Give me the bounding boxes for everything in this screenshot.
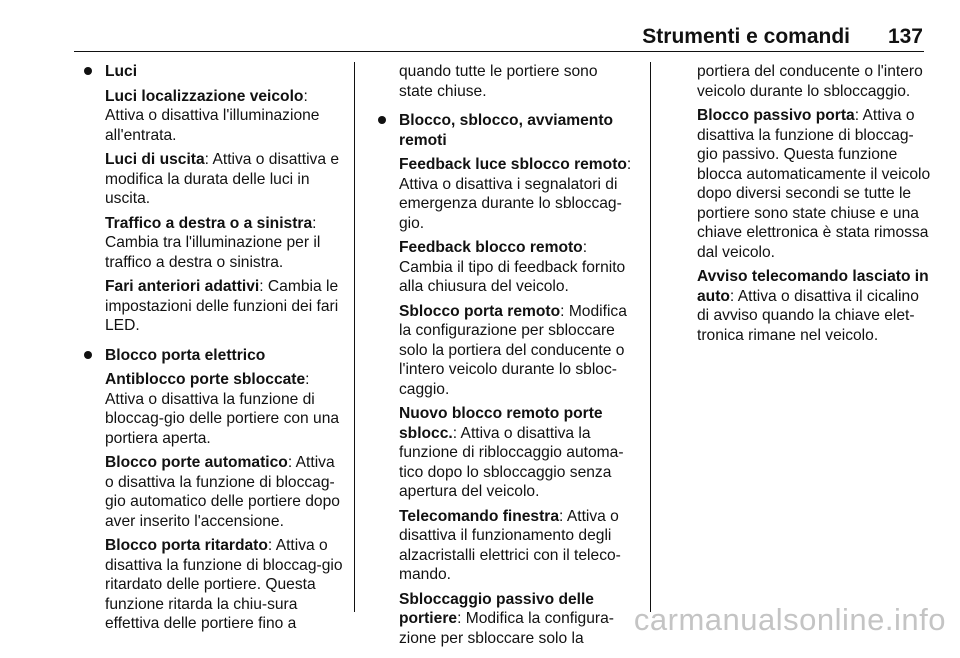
setting-description: : Attiva o disattiva la funzione di bloccag-gio delle portiere con una portiera aperta. [105,371,340,447]
setting-term: Luci localizzazione veicolo [105,87,304,105]
column-2 [372,62,634,658]
column-divider-1 [354,62,355,612]
setting-entry [697,267,932,345]
watermark: carmanualsonline.info [633,602,946,637]
setting-term: Antiblocco porte sbloccate [105,371,306,388]
section-luci [78,62,344,336]
setting-description: : Attiva o disattiva la funzione di bloccag-gio automatico delle portiere dopo aver inserito l'accensione. [105,454,340,530]
setting-term: Blocco porte automatico [105,454,288,471]
setting-description: : Cambia tra l'illuminazione per il traffico a destra o sinistra. [105,214,321,271]
setting-description: : Attiva o disattiva la funzione di ribloccaggio automa-tico dopo lo sbloccaggio senza apertura del veicolo. [399,424,624,500]
section-title: Luci [105,63,138,80]
section-blocco-porta [78,346,344,634]
bullet-icon [84,67,92,75]
bullet-icon [378,116,386,124]
setting-description: : Modifica la configurazione per sbloccare solo la portiera del conducente o l'intero veicolo durante lo sbloc-caggio. [399,302,627,398]
setting-term: Feedback luce sblocco remoto [399,156,627,173]
setting-term: Telecomando finestra [399,507,560,525]
setting-term: Sbloccaggio passivo delle portiere [399,590,594,627]
header-rule [74,51,924,52]
setting-list [670,106,932,345]
setting-term: Sblocco porta remoto [399,302,561,320]
setting-term: Traffico a destra o a sinistra [105,214,313,232]
setting-description: : Cambia il tipo di feedback fornito alla chiusura del veicolo. [399,239,626,295]
setting-description: : Cambia le impostazioni delle funzioni dei fari LED. [105,278,339,334]
setting-description: : Attiva o disattiva la funzione di bloccag-gio passivo. Questa funzione blocca automaticamente il veicolo dopo diversi secondi se tutte le portiere sono state chiuse e una chiave elettronica è stata rimossa dal veicolo. [697,107,931,261]
setting-entry [399,404,634,502]
setting-entry [399,507,634,585]
setting-description: : Attiva o disattiva il cicalino di avviso quando la chiave elet-tronica rimane nel veicolo. [697,287,919,344]
column-1 [78,62,344,644]
setting-entry [399,302,634,400]
setting-entry [399,238,634,297]
setting-term: Nuovo blocco remoto porte sblocc. [399,405,603,442]
page-header [0,0,960,54]
section-title: Blocco, sblocco, avviamento remoti [399,112,614,149]
setting-entry [105,370,344,448]
setting-entry [399,590,634,649]
setting-entry [105,150,344,209]
column-3 [670,62,932,345]
continued-text: portiera del conducente o l'intero veicolo durante lo sbloccaggio. [697,63,923,100]
column-divider-2 [650,62,651,612]
setting-term: Avviso telecomando lasciato in auto [697,268,929,305]
setting-entry [105,277,344,336]
setting-description: : Attiva o disattiva il funzionamento degli alzacristalli elettrici con il teleco-mando. [399,507,621,583]
setting-term: Fari anteriori adattivi [105,278,260,295]
setting-entry [105,536,344,634]
bullet-icon [84,351,92,359]
setting-entry [105,87,344,146]
setting-entry [399,155,634,233]
setting-description: : Modifica la configura-zione per sbloccare solo la [399,610,614,647]
setting-description: : Attiva o disattiva la funzione di bloccag-gio ritardato delle portiere. Questa funzione ritarda la chiu-sura effettiva delle portiere fino a [105,537,343,632]
setting-term: Luci di uscita [105,151,205,168]
setting-description: : Attiva o disattiva e modifica la durata delle luci in uscita. [105,151,340,207]
setting-description: : Attiva o disattiva l'illuminazione all'entrata. [105,87,320,144]
continued-text: quando tutte le portiere sono state chiuse. [399,63,598,100]
setting-term: Feedback blocco remoto [399,239,583,256]
setting-entry [105,453,344,531]
setting-entry [697,106,932,262]
setting-entry [105,214,344,273]
page-number: 137 [887,25,923,48]
section-blocco-remoti [372,111,634,648]
section-title: Blocco porta elettrico [105,346,266,364]
setting-term: Blocco passivo porta [697,107,855,124]
chapter-title: Strumenti e comandi [642,25,850,48]
setting-description: : Attiva o disattiva i segnalatori di emergenza durante lo sbloccag-gio. [399,156,632,232]
setting-term: Blocco porta ritardato [105,537,268,554]
